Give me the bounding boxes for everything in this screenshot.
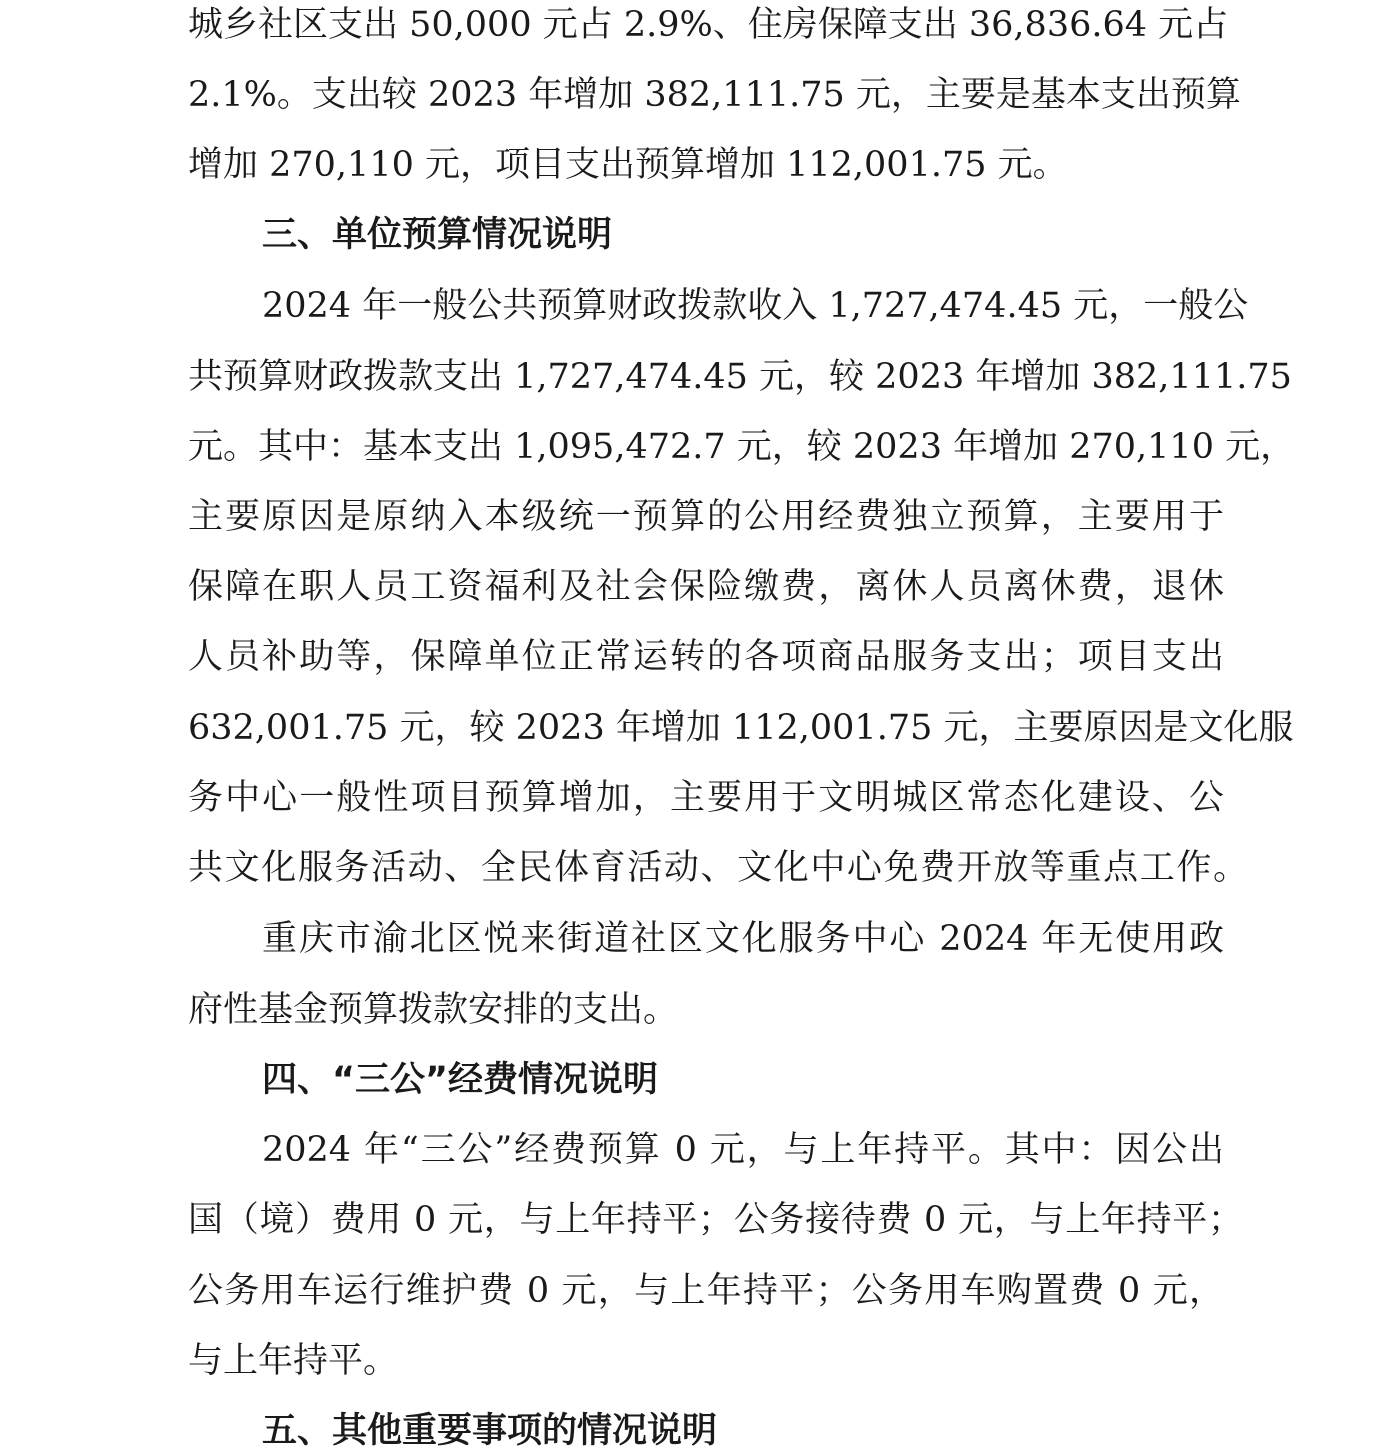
- paragraph-line: 主要原因是原纳入本级统一预算的公用经费独立预算，主要用于: [188, 497, 1224, 537]
- paragraph-line: 增加 270,110 元，项目支出预算增加 112,001.75 元。: [188, 145, 1068, 185]
- paragraph-line: 国（境）费用 0 元，与上年持平；公务接待费 0 元，与上年持平；: [188, 1200, 1243, 1240]
- paragraph-line: 人员补助等，保障单位正常运转的各项商品服务支出；项目支出: [188, 637, 1224, 677]
- paragraph-line: 与上年持平。: [188, 1341, 399, 1381]
- paragraph-line: 公务用车运行维护费 0 元，与上年持平；公务用车购置费 0 元，: [188, 1271, 1224, 1311]
- paragraph-line: 2024 年“三公”经费预算 0 元，与上年持平。其中：因公出: [262, 1130, 1224, 1170]
- paragraph-line: 2.1%。支出较 2023 年增加 382,111.75 元，主要是基本支出预算: [188, 75, 1241, 115]
- section-heading-3: 三、单位预算情况说明: [262, 215, 613, 255]
- paragraph-line: 保障在职人员工资福利及社会保险缴费，离休人员离休费，退休: [188, 567, 1224, 607]
- paragraph-line: 府性基金预算拨款安排的支出。: [188, 990, 679, 1030]
- paragraph-line: 元。其中：基本支出 1,095,472.7 元，较 2023 年增加 270,110 元，: [188, 427, 1296, 467]
- section-heading-4: 四、“三公”经费情况说明: [262, 1060, 659, 1100]
- paragraph-line: 共预算财政拨款支出 1,727,474.45 元，较 2023 年增加 382,111.75: [188, 357, 1292, 397]
- paragraph-line: 务中心一般性项目预算增加，主要用于文明城区常态化建设、公: [188, 778, 1224, 818]
- paragraph-line: 2024 年一般公共预算财政拨款收入 1,727,474.45 元，一般公: [262, 286, 1249, 326]
- paragraph-line: 城乡社区支出 50,000 元占 2.9%、住房保障支出 36,836.64 元占: [188, 5, 1229, 45]
- section-heading-5: 五、其他重要事项的情况说明: [262, 1411, 718, 1451]
- paragraph-line: 632,001.75 元，较 2023 年增加 112,001.75 元，主要原因是文化服: [188, 708, 1294, 748]
- paragraph-line: 共文化服务活动、全民体育活动、文化中心免费开放等重点工作。: [188, 848, 1248, 888]
- paragraph-line: 重庆市渝北区悦来街道社区文化服务中心 2024 年无使用政: [262, 919, 1224, 959]
